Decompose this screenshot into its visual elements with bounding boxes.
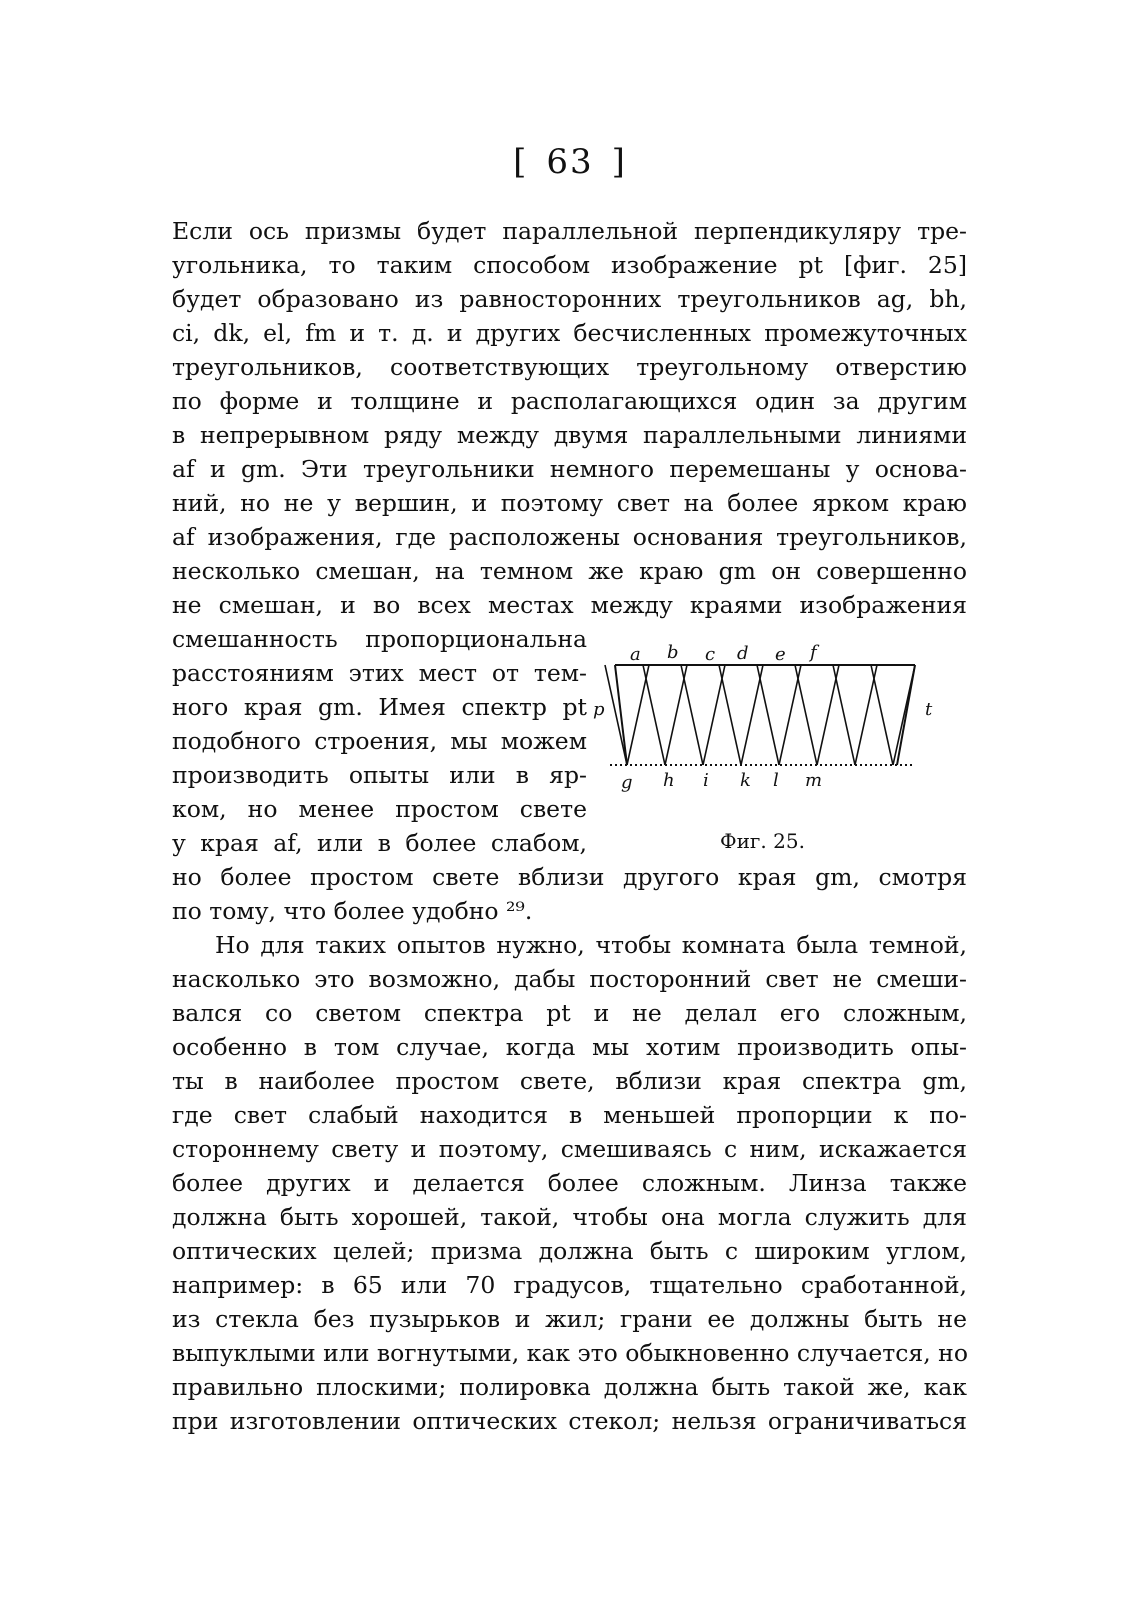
triangle-side — [795, 665, 817, 765]
text-line: несколько смешан, на темном же краю gm он совершенно — [172, 557, 967, 585]
label-top: b — [667, 642, 679, 663]
text-line: по тому, что более удобно ²⁹. — [172, 897, 533, 925]
label-top: a — [630, 644, 641, 665]
triangle-side — [681, 665, 703, 765]
text-line: не смешан, и во всех местах между краями изображения — [172, 591, 967, 619]
spectrum-diagram — [593, 642, 945, 825]
text-line: но более простом свете вблизи другого края gm, смотря — [172, 863, 967, 891]
label-top: d — [737, 643, 749, 664]
text-line: оптических целей; призма должна быть с широким углом, — [172, 1237, 967, 1265]
label-bottom: k — [740, 770, 751, 791]
text-line: af изображения, где расположены основания треугольников, — [172, 523, 967, 551]
text-line: при изготовлении оптических стекол; нельзя ограничиваться — [172, 1407, 967, 1435]
label-right-t: t — [925, 699, 933, 720]
text-line: af и gm. Эти треугольники немного перемешаны у основа- — [172, 455, 967, 483]
label-left-p: p — [593, 699, 605, 720]
text-line: из стекла без пузырьков и жил; грани ее должны быть не — [172, 1305, 967, 1333]
figure-caption: Фиг. 25. — [720, 829, 805, 853]
label-top: c — [705, 644, 716, 665]
text-line: ком, но менее простом свете — [172, 795, 587, 823]
text-line: особенно в том случае, когда мы хотим производить опы- — [172, 1033, 967, 1061]
text-line: у края af, или в более слабом, — [172, 829, 587, 857]
text-line: более других и делается более сложным. Линза также — [172, 1169, 967, 1197]
text-line: угольника, то таким способом изображение pt [фиг. 25] — [172, 251, 967, 279]
text-line: стороннему свету и поэтому, смешиваясь с ним, искажается — [172, 1135, 967, 1163]
triangle-side — [871, 665, 893, 765]
text-line: правильно плоскими; полировка должна быть такой же, как — [172, 1373, 967, 1401]
triangle-side — [757, 665, 779, 765]
text-line: ного края gm. Имея спектр pt — [172, 693, 587, 721]
text-line: по форме и толщине и располагающихся один за другим — [172, 387, 967, 415]
bracket-left: [ — [513, 142, 529, 182]
label-bottom: i — [703, 770, 709, 791]
triangles — [605, 665, 915, 765]
text-line: смешанность пропорциональна — [172, 625, 587, 653]
text-line: например: в 65 или 70 градусов, тщательно сработанной, — [172, 1271, 967, 1299]
text-line: ний, но не у вершин, и поэтому свет на более ярком краю — [172, 489, 967, 517]
label-top: f — [810, 642, 817, 663]
text-line: подобного строения, мы можем — [172, 727, 587, 755]
label-bottom: h — [663, 770, 675, 791]
text-line: где свет слабый находится в меньшей пропорции к по- — [172, 1101, 967, 1129]
text-line: в непрерывном ряду между двумя параллельными линиями — [172, 421, 967, 449]
triangle-side — [643, 665, 665, 765]
text-line: ci, dk, el, fm и т. д. и других бесчисленных промежуточных — [172, 319, 967, 347]
text-line: насколько это возможно, дабы посторонний свет не смеши- — [172, 965, 967, 993]
triangle-side — [833, 665, 855, 765]
label-bottom: l — [773, 770, 779, 791]
label-bottom: g — [621, 772, 633, 793]
triangle-side — [719, 665, 741, 765]
text-line: треугольников, соответствующих треугольному отверстию — [172, 353, 967, 381]
text-line: Но для таких опытов нужно, чтобы комната была темной, — [215, 931, 967, 959]
text-line: ты в наиболее простом свете, вблизи края спектра gm, — [172, 1067, 967, 1095]
spectrum-outline — [610, 665, 915, 765]
figure-25 — [593, 642, 945, 855]
triangle-side — [893, 665, 915, 765]
bracket-right: ] — [611, 142, 627, 182]
label-bottom: m — [805, 770, 823, 791]
text-line: Если ось призмы будет параллельной перпендикуляру тре- — [172, 217, 967, 245]
label-top: e — [775, 644, 786, 665]
page-number — [0, 142, 1140, 182]
text-line: выпуклыми или вогнутыми, как это обыкновенно случается, но — [172, 1339, 968, 1367]
text-line: должна быть хорошей, такой, чтобы она могла служить для — [172, 1203, 967, 1231]
text-line: вался со светом спектра pt и не делал его сложным, — [172, 999, 967, 1027]
page-number-value: 63 — [546, 142, 594, 182]
text-line: будет образовано из равносторонних треугольников ag, bh, — [172, 285, 967, 313]
text-line: производить опыты или в яр- — [172, 761, 587, 789]
text-line: расстояниям этих мест от тем- — [172, 659, 587, 687]
